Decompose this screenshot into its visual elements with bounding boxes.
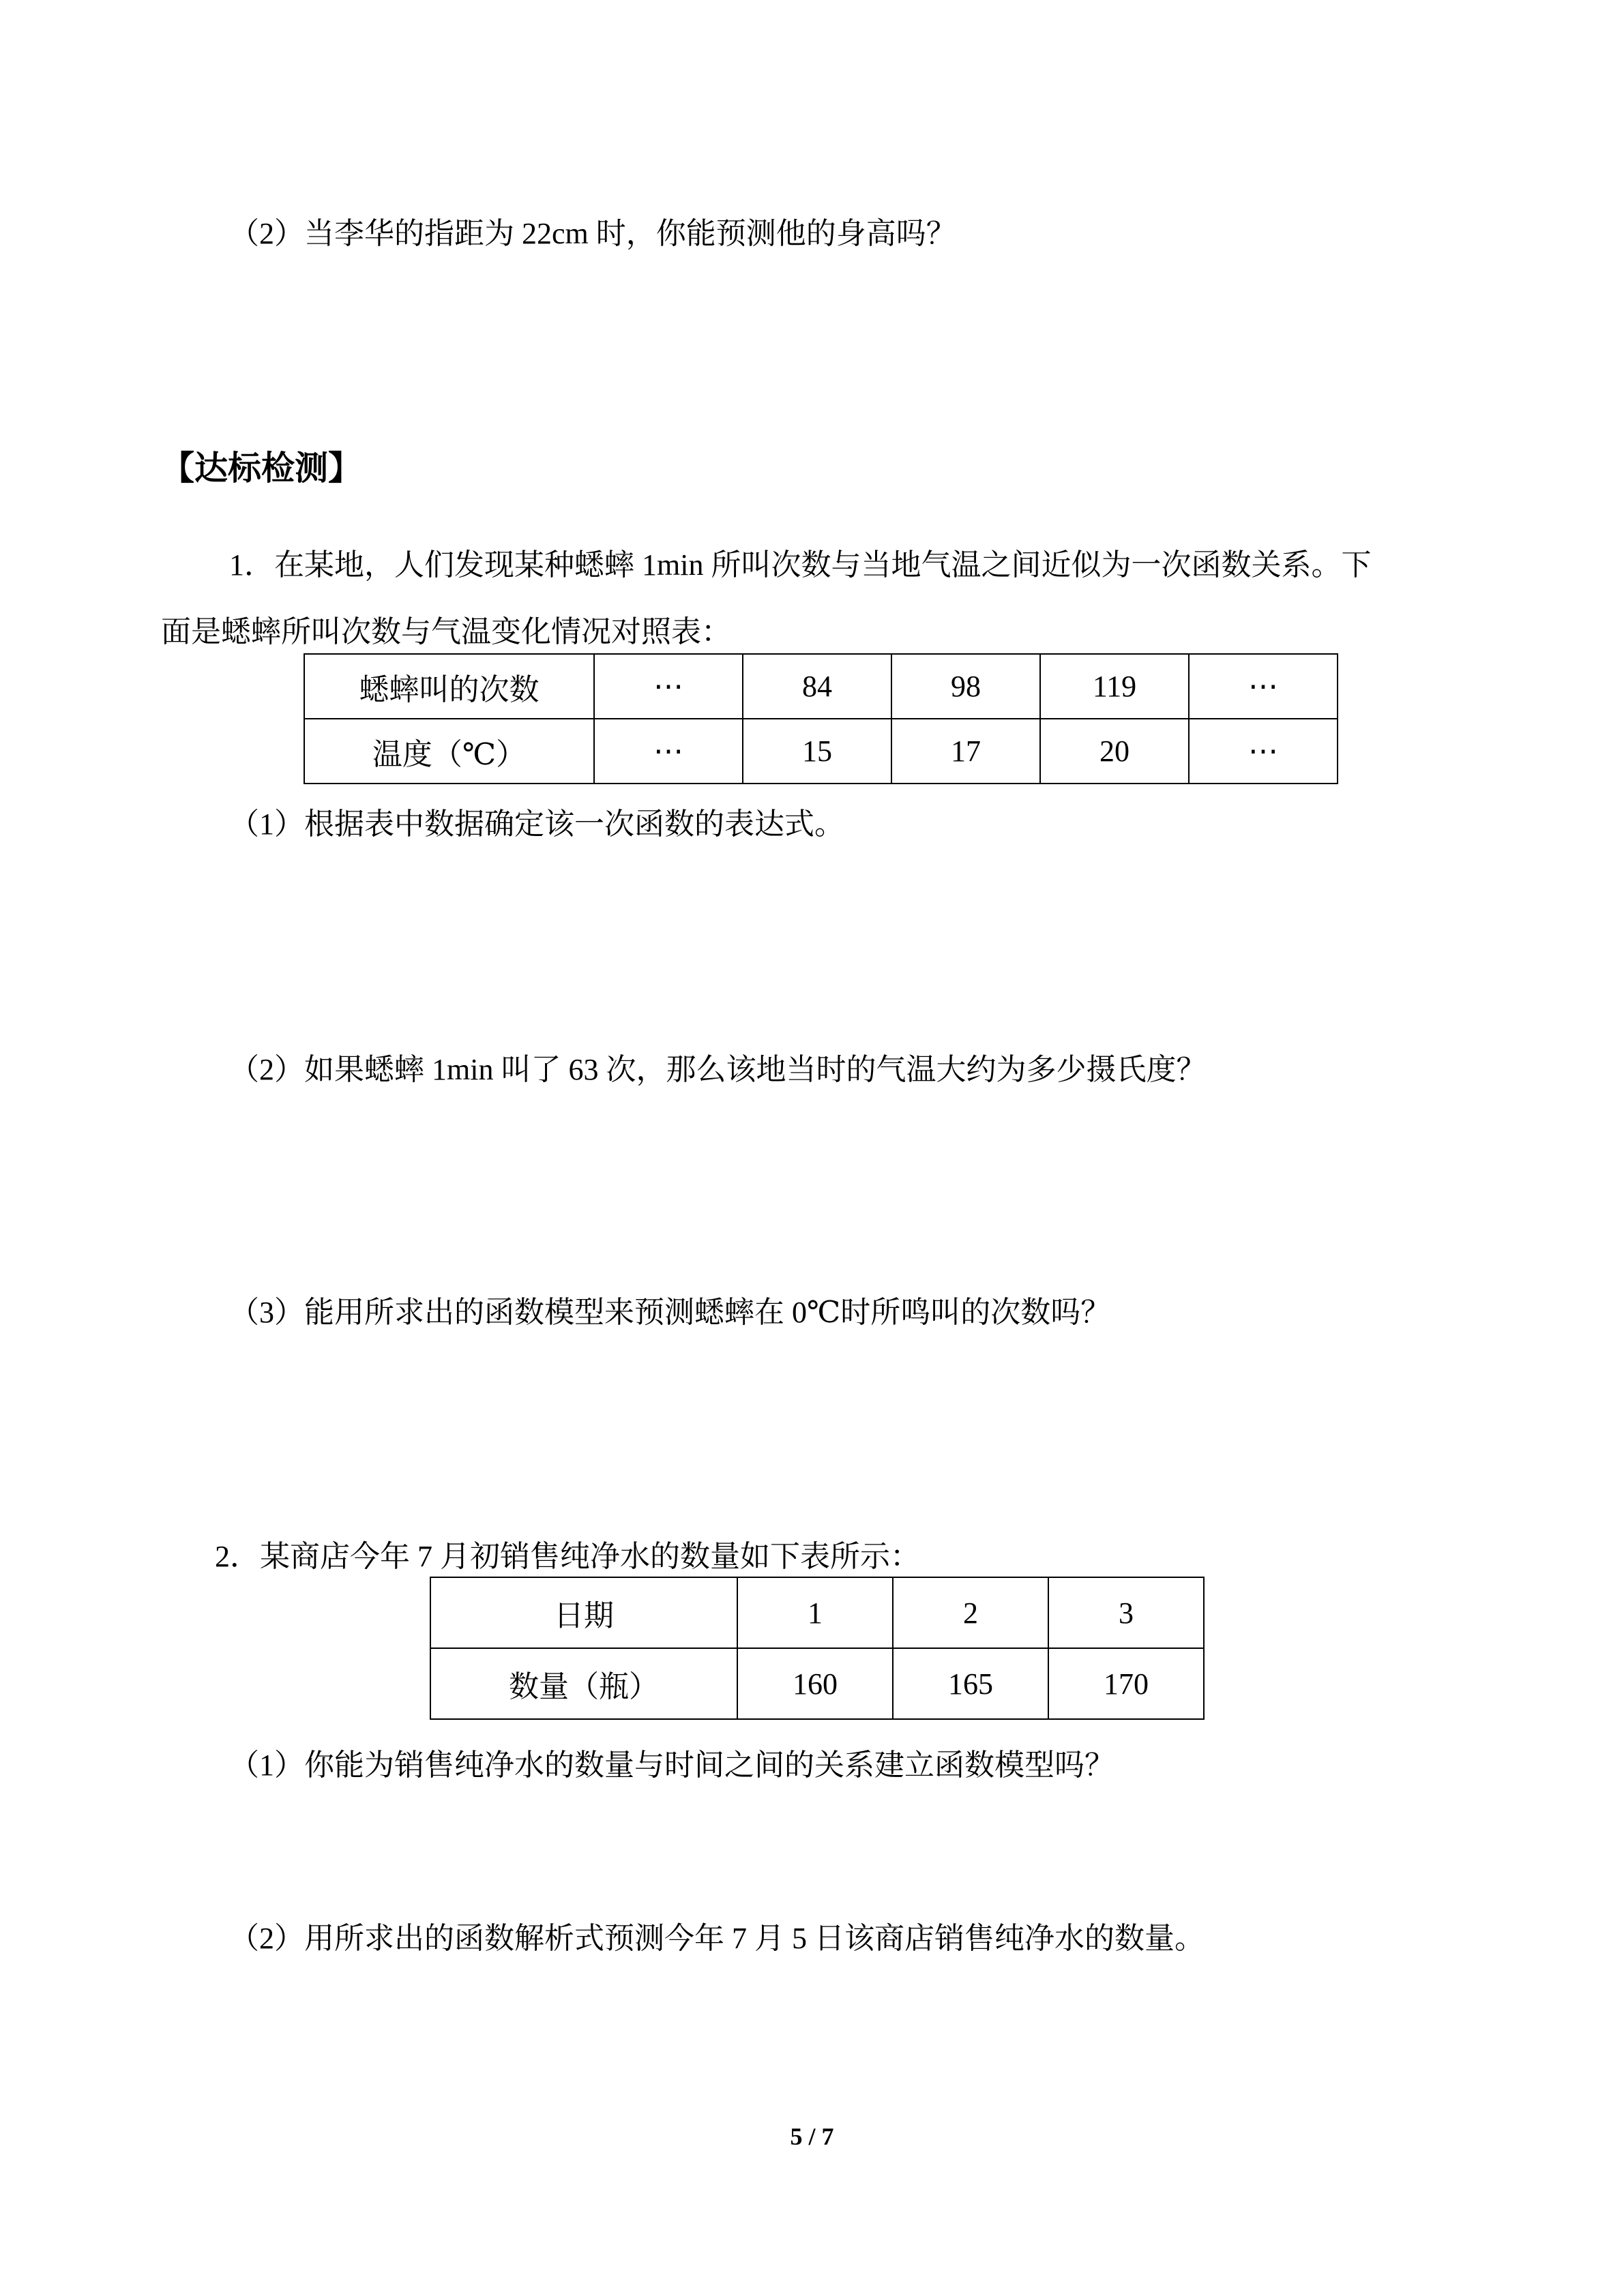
table-cell: 17 — [891, 719, 1040, 784]
table-cell: 数量（瓶） — [430, 1648, 737, 1719]
table-cell: 温度（℃） — [304, 719, 594, 784]
table-cell: ⋯ — [594, 654, 743, 719]
table-cell: 日期 — [430, 1577, 737, 1648]
question1-intro-line2: 面是蟋蟀所叫次数与气温变化情况对照表： — [161, 615, 731, 648]
table-cell: 1 — [737, 1577, 893, 1648]
question1-sub2: （2）如果蟋蟀 1min 叫了 63 次，那么该地当时的气温大约为多少摄氏度？ — [229, 1053, 1207, 1086]
table-cell: 160 — [737, 1648, 893, 1719]
table-cell: 170 — [1048, 1648, 1204, 1719]
table-cell: 98 — [891, 654, 1040, 719]
table-cell: 15 — [743, 719, 891, 784]
cricket-temperature-table — [304, 653, 1338, 784]
question1-intro-line1: 1．在某地，人们发现某种蟋蟀 1min 所叫次数与当地气温之间近似为一次函数关系。下 — [229, 548, 1372, 582]
table-row — [430, 1577, 1204, 1648]
question2-sub1: （1）你能为销售纯净水的数量与时间之间的关系建立函数模型吗？ — [229, 1748, 1114, 1782]
section-header: 【达标检测】 — [161, 449, 362, 487]
question2-sub2: （2）用所求出的函数解析式预测今年 7 月 5 日该商店销售纯净水的数量。 — [229, 1922, 1205, 1955]
question1-sub3: （3）能用所求出的函数模型来预测蟋蟀在 0℃时所鸣叫的次数吗？ — [229, 1296, 1111, 1329]
table-cell: 84 — [743, 654, 891, 719]
page-number: 5 / 7 — [790, 2123, 834, 2150]
table-cell: 119 — [1040, 654, 1189, 719]
table-cell: 20 — [1040, 719, 1189, 784]
table-cell: 3 — [1048, 1577, 1204, 1648]
table-cell: ⋯ — [594, 719, 743, 784]
table-cell: 2 — [893, 1577, 1048, 1648]
question1-sub1: （1）根据表中数据确定该一次函数的表达式。 — [229, 807, 844, 841]
table-cell: ⋯ — [1189, 654, 1338, 719]
table-cell: 蟋蟀叫的次数 — [304, 654, 594, 719]
question2-intro: 2．某商店今年 7 月初销售纯净水的数量如下表所示： — [215, 1540, 920, 1573]
table-cell: 165 — [893, 1648, 1048, 1719]
question-prev-part2: （2）当李华的指距为 22cm 时，你能预测他的身高吗？ — [229, 217, 956, 250]
water-sales-table — [430, 1577, 1205, 1720]
table-row — [430, 1648, 1204, 1719]
table-row — [304, 719, 1338, 784]
table-cell: ⋯ — [1189, 719, 1338, 784]
table-row — [304, 654, 1338, 719]
